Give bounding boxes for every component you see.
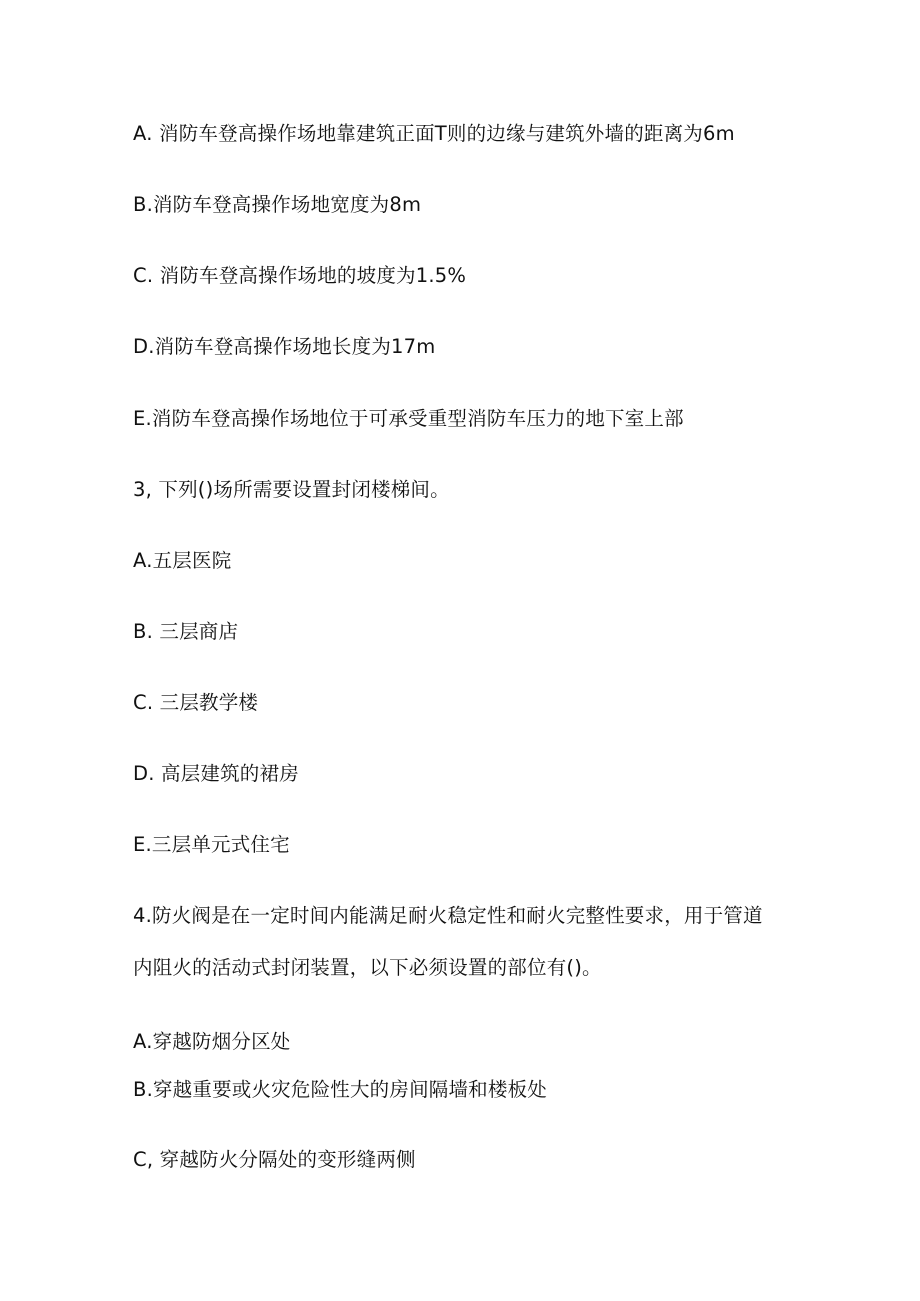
q4-option-a: A.穿越防烟分区处	[133, 1030, 291, 1053]
q4-question-line-2: 内阻火的活动式封闭装置，以下必须设置的部位有()。	[133, 956, 602, 979]
q3-question: 3, 下列()场所需要设置封闭楼梯间。	[133, 478, 450, 501]
q2-option-d: D.消防车登高操作场地长度为17m	[133, 335, 436, 358]
q4-option-b: B.穿越重要或火灾危险性大的房间隔墙和楼板处	[133, 1078, 547, 1101]
q3-option-e: E.三层单元式住宅	[133, 833, 290, 856]
q2-option-e: E.消防车登高操作场地位于可承受重型消防车压力的地下室上部	[133, 407, 684, 430]
q2-option-a: A. 消防车登高操作场地靠建筑正面T则的边缘与建筑外墙的距离为6m	[133, 122, 735, 145]
q3-option-b: B. 三层商店	[133, 620, 239, 643]
q3-option-c: C. 三层教学楼	[133, 691, 259, 714]
q3-option-d: D. 高层建筑的裙房	[133, 762, 299, 785]
q4-option-c: C, 穿越防火分隔处的变形缝两侧	[133, 1148, 416, 1171]
q4-question-line-1: 4.防火阀是在一定时间内能满足耐火稳定性和耐火完整性要求，用于管道	[133, 904, 763, 927]
q3-option-a: A.五层医院	[133, 549, 232, 572]
q2-option-b: B.消防车登高操作场地宽度为8m	[133, 193, 422, 216]
q2-option-c: C. 消防车登高操作场地的坡度为1.5%	[133, 264, 467, 287]
